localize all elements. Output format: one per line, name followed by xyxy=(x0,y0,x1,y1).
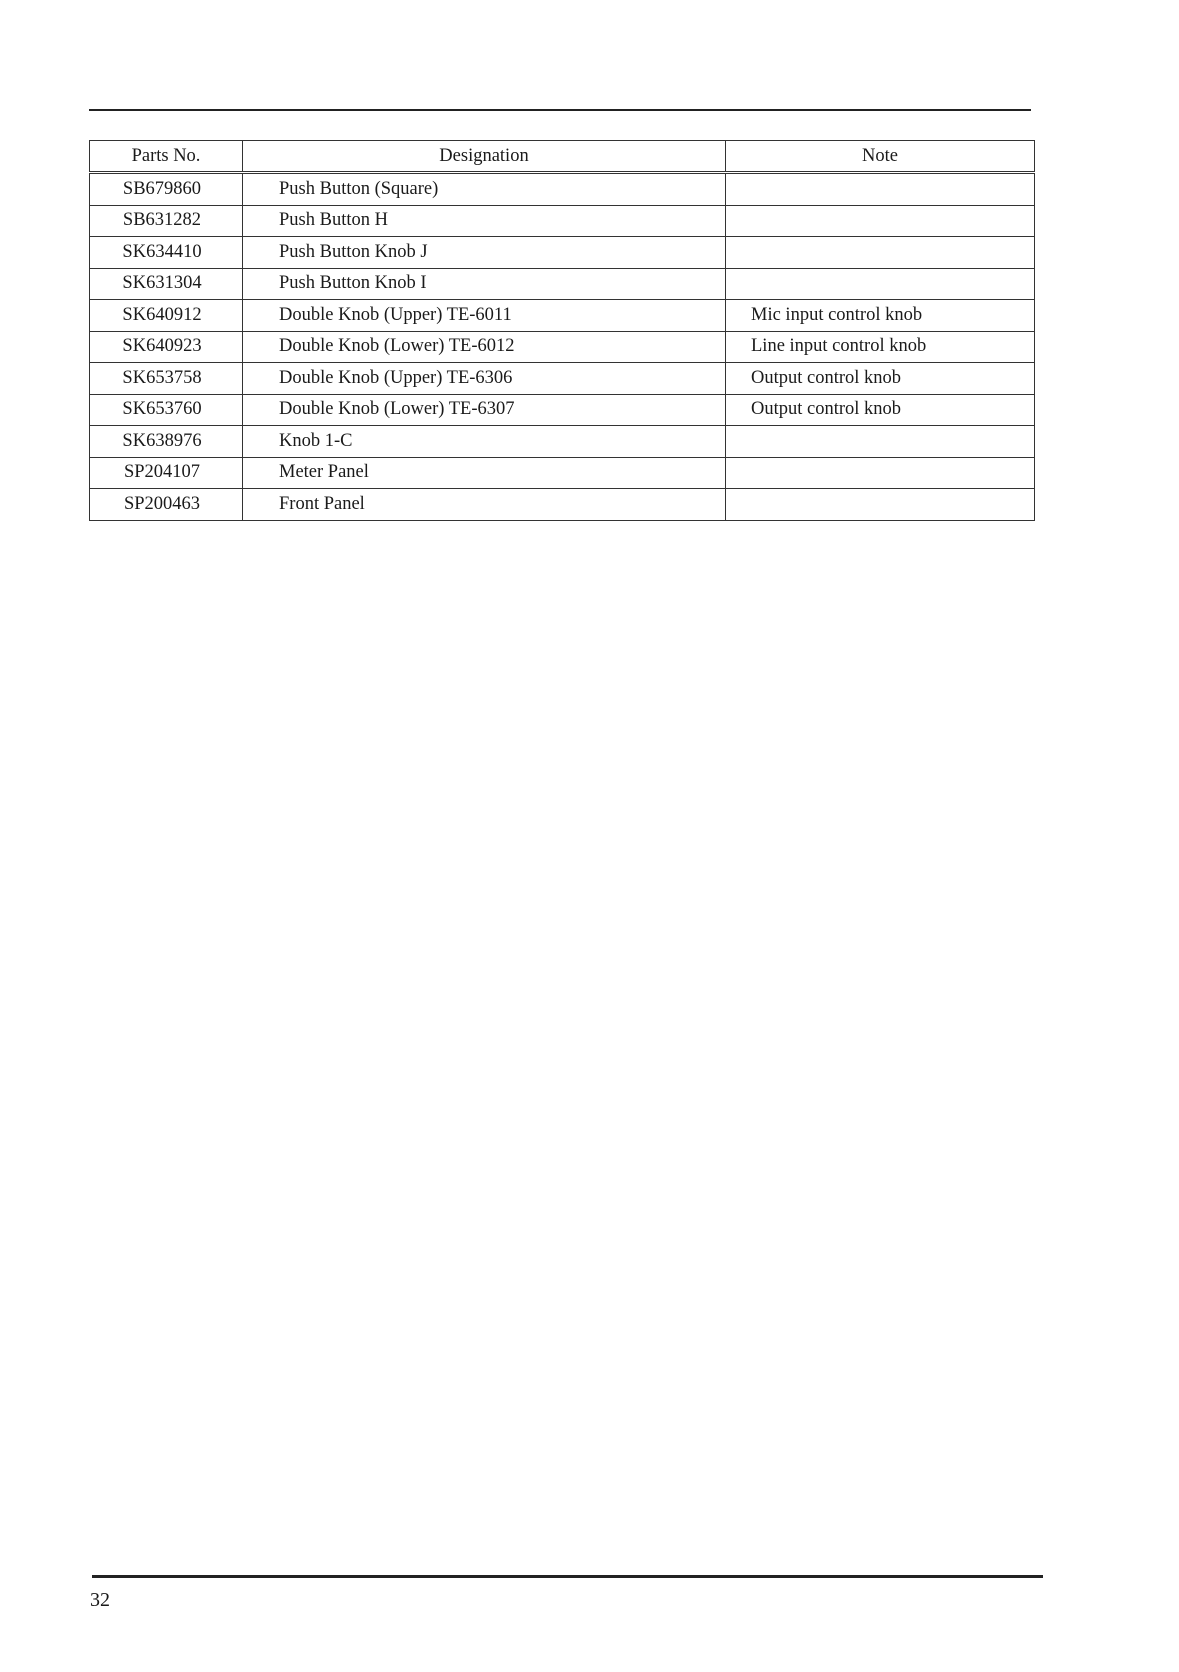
cell-parts-no: SK640912 xyxy=(90,300,243,332)
cell-parts-no: SK640923 xyxy=(90,331,243,363)
bottom-rule xyxy=(92,1575,1043,1578)
cell-note xyxy=(726,457,1035,489)
parts-table xyxy=(89,140,1035,521)
cell-note: Output control knob xyxy=(726,363,1035,395)
header-designation: Designation xyxy=(243,141,726,173)
cell-designation: Push Button Knob I xyxy=(243,268,726,300)
cell-note xyxy=(726,205,1035,237)
cell-designation: Push Button Knob J xyxy=(243,237,726,269)
table-row xyxy=(90,331,1035,363)
cell-designation: Front Panel xyxy=(243,489,726,521)
cell-note xyxy=(726,268,1035,300)
table-row xyxy=(90,268,1035,300)
cell-designation: Meter Panel xyxy=(243,457,726,489)
top-rule xyxy=(89,109,1031,111)
cell-designation: Push Button (Square) xyxy=(243,173,726,206)
table-body xyxy=(90,173,1035,521)
cell-designation: Double Knob (Lower) TE-6307 xyxy=(243,394,726,426)
cell-parts-no: SB631282 xyxy=(90,205,243,237)
cell-note: Output control knob xyxy=(726,394,1035,426)
cell-note xyxy=(726,237,1035,269)
cell-parts-no: SK631304 xyxy=(90,268,243,300)
cell-note xyxy=(726,173,1035,206)
table-row xyxy=(90,394,1035,426)
cell-parts-no: SK638976 xyxy=(90,426,243,458)
cell-designation: Double Knob (Lower) TE-6012 xyxy=(243,331,726,363)
cell-designation: Knob 1-C xyxy=(243,426,726,458)
header-note: Note xyxy=(726,141,1035,173)
cell-note: Line input control knob xyxy=(726,331,1035,363)
table-row xyxy=(90,363,1035,395)
cell-parts-no: SK653760 xyxy=(90,394,243,426)
table-header xyxy=(90,141,1035,173)
table-row xyxy=(90,489,1035,521)
page-number: 32 xyxy=(90,1589,110,1611)
cell-parts-no: SP204107 xyxy=(90,457,243,489)
table-row xyxy=(90,426,1035,458)
cell-note xyxy=(726,426,1035,458)
table-row xyxy=(90,205,1035,237)
table-row xyxy=(90,300,1035,332)
table-row xyxy=(90,237,1035,269)
table-row xyxy=(90,173,1035,206)
cell-parts-no: SB679860 xyxy=(90,173,243,206)
cell-parts-no: SP200463 xyxy=(90,489,243,521)
cell-designation: Double Knob (Upper) TE-6306 xyxy=(243,363,726,395)
header-parts-no: Parts No. xyxy=(90,141,243,173)
cell-note xyxy=(726,489,1035,521)
cell-note: Mic input control knob xyxy=(726,300,1035,332)
cell-designation: Double Knob (Upper) TE-6011 xyxy=(243,300,726,332)
table-row xyxy=(90,457,1035,489)
header-row xyxy=(90,141,1035,173)
cell-parts-no: SK653758 xyxy=(90,363,243,395)
cell-parts-no: SK634410 xyxy=(90,237,243,269)
cell-designation: Push Button H xyxy=(243,205,726,237)
